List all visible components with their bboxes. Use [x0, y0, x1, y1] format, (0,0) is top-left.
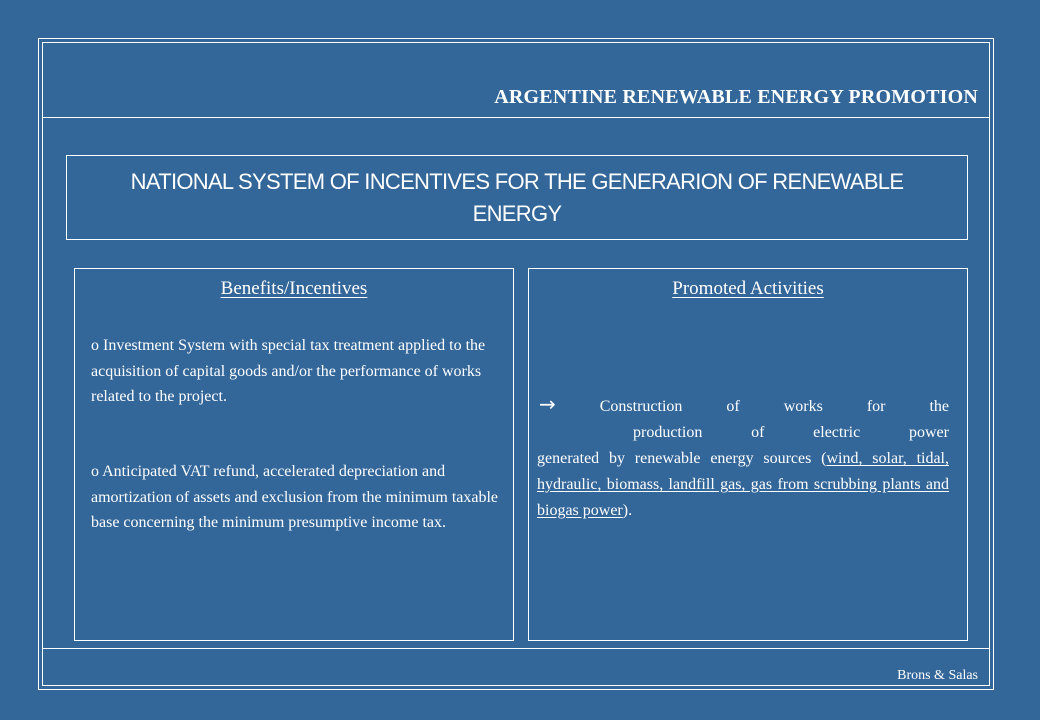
activity-line [537, 446, 949, 524]
activity-word: works [783, 398, 823, 415]
right-arrow-icon: → [539, 392, 556, 416]
activity-word: Construction [599, 398, 683, 415]
system-title: NATIONAL SYSTEM OF INCENTIVES FOR THE GENERARION OF RENEWABLE ENERGY [130, 168, 904, 226]
benefit-item: o Anticipated VAT refund, accelerated depreciation and amortization of assets and exclusion from the minimum taxable base concerning the minimum presumptive income tax. [91, 463, 499, 531]
activity-word: of [726, 398, 740, 415]
activity-line [537, 391, 949, 420]
activity-line [537, 420, 949, 446]
activity-word: power [908, 424, 949, 441]
footer-divider [42, 648, 990, 649]
activity-word: for [866, 398, 886, 415]
benefits-heading: Benefits/Incentives [220, 278, 368, 299]
activity-prefix: generated by renewable energy sources ( [537, 450, 827, 467]
footer-credit: Brons & Salas [897, 668, 978, 683]
activities-panel [528, 268, 968, 641]
activity-description [537, 391, 949, 524]
energy-sources: wind, solar, tidal, hydraulic, biomass, landfill gas, gas from scrubbing plants and biogas power [537, 450, 950, 519]
activity-word: production [633, 424, 703, 441]
activity-suffix: ). [622, 502, 633, 519]
activities-heading: Promoted Activities [672, 278, 824, 299]
header-divider [42, 117, 990, 118]
benefit-item: o Investment System with special tax treatment applied to the acquisition of capital goods and/or the performance of works related to the project. [91, 337, 486, 405]
system-title-box [66, 155, 968, 240]
page-title: ARGENTINE RENEWABLE ENERGY PROMOTION [494, 86, 978, 108]
activity-word: electric [813, 424, 861, 441]
benefits-panel [74, 268, 514, 641]
activity-word: of [751, 424, 765, 441]
activity-word: the [929, 398, 949, 415]
